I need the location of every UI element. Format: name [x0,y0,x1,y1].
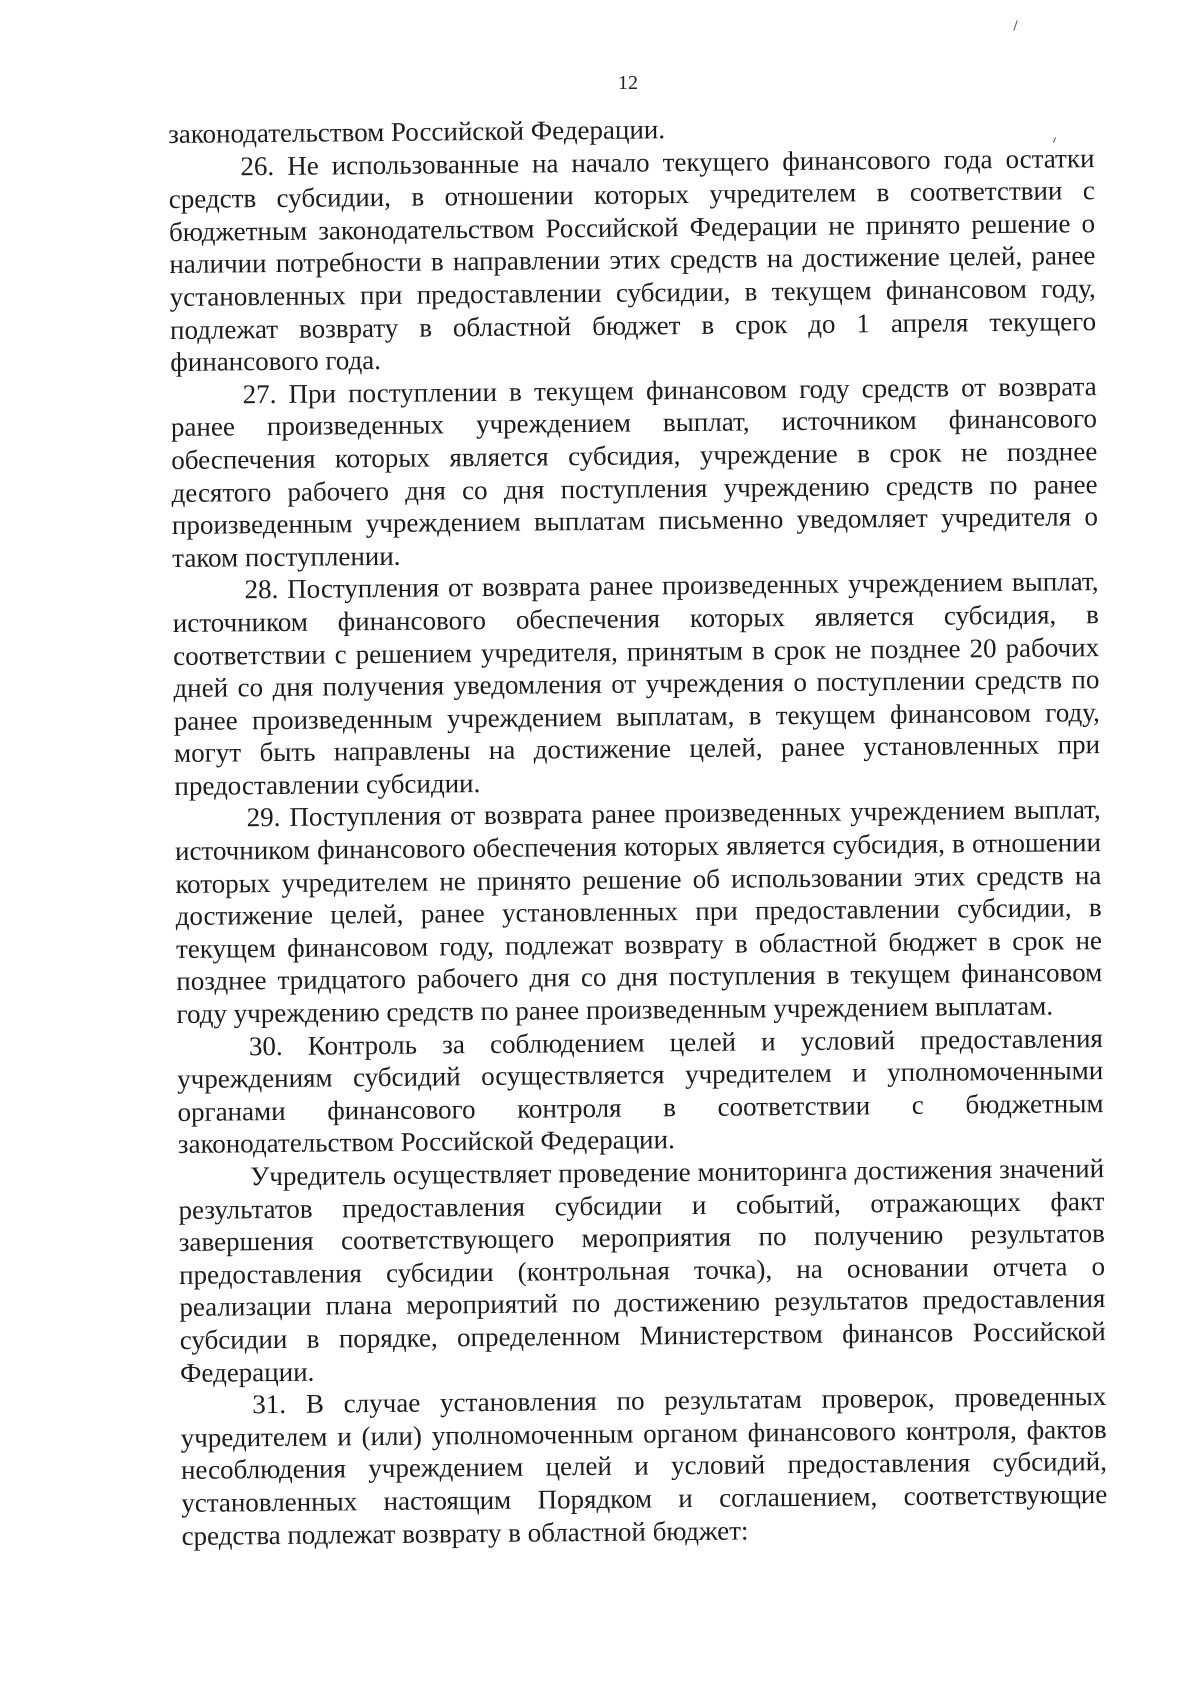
document-body [168,109,1108,1552]
paragraph-continuation: законодательством Российской Федерации. [168,114,666,149]
paragraph-26: 26. Не использованные на начало текущего финансового года остатки средств субсидии, в отношении которых учредителем в соответствии с бюджетным законодательством Российской Федерации не принято решение о наличии потребности в направлении этих средств на достижение целей, ранее установленных при предоставлении субсидии, в текущем финансовом году, подлежат возврату в областной бюджет в срок до 1 апреля текущего финансового года. [168,142,1097,378]
page-number: 12 [618,72,638,94]
paragraph-29: 29. Поступления от возврата ранее произведенных учреждением выплат, источником финансового обеспечения которых является субсидия, в отношении которых учредителем не принято решение об использовании этих средств на достижение целей, ранее установленных при предоставлении субсидии, в текущем финансовом году, подлежат возврату в областной бюджет в срок не позднее тридцатого рабочего дня со дня поступления в текущем финансовом году учреждению средств по ранее произведенным учреждением выплатам. [174,794,1103,1029]
paragraph-27: 27. При поступлении в текущем финансовом году средств от возврата ранее произведенных учреждением выплат, источником финансового обеспечения которых является субсидия, учреждение в срок не позднее десятого рабочего дня со дня поступления учреждению средств по ранее произведенным учреждением выплатам письменно уведомляет учредителя о таком поступлении. [170,370,1099,573]
paragraph-30: 30. Контроль за соблюдением целей и условий предоставления учреждениям субсидий осуществляется учредителем и уполномоченными органами финансового контроля в соответствии с бюджетным законодательством Российской Федерации. [177,1022,1104,1160]
scan-mark [1013,20,1017,31]
paragraph-31: 31. В случае установления по результатам проверок, проведенных учредителем и (или) уполномоченным органом финансового контроля, фактов несоблюдения учреждением целей и условий предоставления субсидий, установленных настоящим Порядком и соглашением, соответствующие средства подлежат возврату в областной бюджет: [180,1381,1108,1551]
paragraph-monitoring: Учредитель осуществляет проведение мониторинга достижения значений результатов предоставления субсидии и событий, отражающих факт завершения соответствующего мероприятия по получению результатов предоставления субсидии (контрольная точка), на основании отчета о реализации плана мероприятий по достижению результатов предоставления субсидии в порядке, определенном Министерством финансов Российской Федерации. [178,1153,1106,1388]
paragraph-28: 28. Поступления от возврата ранее произведенных учреждением выплат, источником финансового обеспечения которых является субсидия, в соответствии с решением учредителя, принятым в срок не позднее 20 рабочих дней со дня получения уведомления от учреждения о поступлении средств по ранее произведенным учреждением выплатам, в текущем финансовом году, могут быть направлены на достижение целей, ранее установленных при предоставлении субсидии. [172,566,1101,801]
